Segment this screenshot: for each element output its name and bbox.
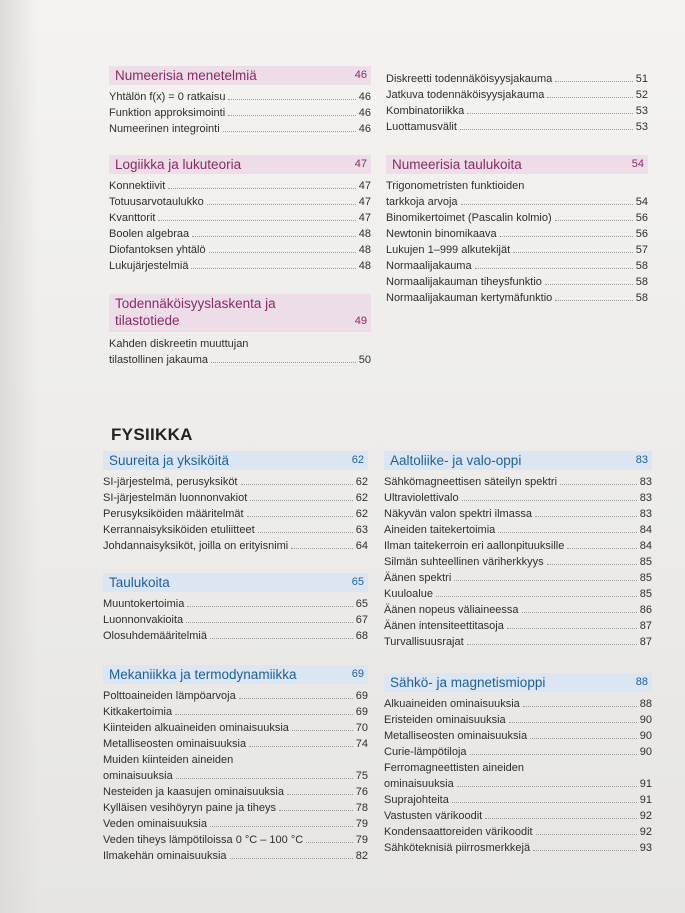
toc-entry-page: 70 (355, 722, 368, 734)
dot-leader (475, 258, 633, 269)
dot-leader (210, 816, 353, 827)
dot-leader (258, 522, 353, 533)
toc-entry[interactable] (386, 87, 648, 103)
section-heading-page: 54 (631, 158, 644, 170)
toc-entry-page: 48 (358, 228, 371, 240)
toc-entry-label: Sähkömagneettisen säteilyn spektri (384, 476, 558, 488)
toc-entry[interactable] (103, 474, 368, 490)
toc-entry[interactable] (103, 538, 368, 554)
dot-leader (560, 474, 637, 485)
toc-entry-page: 87 (639, 620, 652, 632)
toc-entry-label: Metalliseosten ominaisuuksia (384, 730, 528, 742)
toc-section-aaltoliike-ja-valo-oppi (384, 451, 652, 650)
dot-leader (228, 105, 356, 116)
toc-entry-page: 78 (355, 802, 368, 814)
toc-entry[interactable] (109, 242, 371, 258)
section-heading-title: Mekaniikka ja termodynamiikka (109, 667, 297, 682)
section-heading[interactable] (103, 573, 368, 592)
toc-entry-label: Kerrannaisyksiköiden etuliitteet (103, 524, 255, 536)
toc-entry-label: Kombinatoriikka (386, 105, 465, 117)
toc-entry[interactable] (386, 226, 648, 242)
dot-leader (555, 290, 632, 301)
toc-entry[interactable] (109, 178, 371, 194)
toc-entry-label: tilastollinen jakauma (109, 354, 209, 366)
dot-leader (211, 352, 356, 363)
dot-leader (460, 119, 633, 130)
toc-entry-label: Alkuaineiden ominaisuuksia (384, 698, 520, 710)
toc-entry-page: 88 (639, 698, 652, 710)
toc-entry-page: 91 (639, 778, 652, 790)
toc-entry[interactable] (103, 596, 368, 612)
toc-entry-label: Turvallisuusrajat (384, 636, 464, 648)
toc-entry-label: Sähköteknisiä piirrosmerkkejä (384, 842, 531, 854)
toc-entry[interactable] (384, 586, 652, 602)
dot-leader (555, 71, 632, 82)
toc-entry-page: 83 (639, 508, 652, 520)
toc-entry[interactable] (109, 105, 371, 121)
toc-entry[interactable] (103, 704, 368, 720)
toc-entry-page: 92 (639, 810, 652, 822)
toc-entry-label: Lukujen 1–999 alkutekijät (386, 244, 511, 256)
physics-heading: FYSIIKKA (111, 425, 193, 444)
toc-entry-page: 85 (639, 556, 652, 568)
section-heading-title: Numeerisia menetelmiä (115, 68, 257, 83)
section-heading-title-line2: tilastotiede (115, 313, 180, 328)
dot-leader (457, 776, 637, 787)
dot-leader (522, 602, 637, 613)
toc-entry[interactable] (109, 89, 371, 105)
toc-entry[interactable] (109, 336, 371, 352)
toc-entry[interactable] (109, 258, 371, 274)
dot-leader (175, 704, 353, 715)
toc-entry[interactable] (384, 538, 652, 554)
toc-entry[interactable] (103, 628, 368, 644)
dot-leader (239, 688, 353, 699)
dot-leader (462, 490, 637, 501)
toc-entry-page: 54 (635, 196, 648, 208)
toc-entry[interactable] (384, 792, 652, 808)
toc-entry-page: 50 (358, 354, 371, 366)
toc-entry-page: 83 (639, 492, 652, 504)
toc-entry[interactable] (386, 194, 648, 210)
toc-entry-page: 53 (635, 105, 648, 117)
toc-entry[interactable] (384, 490, 652, 506)
toc-entry-page: 58 (635, 292, 648, 304)
toc-entry-page: 46 (358, 91, 371, 103)
section-heading-title: Suureita ja yksiköitä (109, 453, 230, 468)
dot-leader (523, 696, 637, 707)
toc-entry[interactable] (109, 121, 371, 137)
dot-leader (292, 720, 353, 731)
dot-leader (287, 784, 353, 795)
toc-entry-label: Ilman taitekerroin eri aallonpituuksille (384, 540, 565, 552)
toc-entry[interactable] (386, 178, 648, 194)
toc-entry[interactable] (384, 696, 652, 712)
toc-entry[interactable] (384, 776, 652, 792)
toc-section-sahko-ja-magnetismioppi (384, 673, 652, 856)
section-heading[interactable] (109, 155, 371, 174)
dot-leader (454, 570, 636, 581)
toc-entry-page: 58 (635, 276, 648, 288)
dot-leader (513, 242, 633, 253)
toc-entry-label: Veden ominaisuuksia (103, 818, 207, 830)
toc-entry-page: 76 (355, 786, 368, 798)
toc-entry-label: Kylläisen vesihöyryn paine ja tiheys (103, 802, 277, 814)
toc-entry-label: Veden tiheys lämpötiloissa 0 °C – 100 °C (103, 834, 304, 846)
dot-leader (535, 506, 637, 517)
toc-entry[interactable] (103, 506, 368, 522)
toc-entry[interactable] (384, 808, 652, 824)
toc-entry[interactable] (384, 554, 652, 570)
section-heading-page: 83 (635, 454, 648, 466)
dot-leader (210, 628, 353, 639)
toc-entry-label: tarkkoja arvoja (386, 196, 458, 208)
toc-entry-page: 83 (639, 476, 652, 488)
toc-entry-label: Kuuloalue (384, 588, 433, 600)
dot-leader (530, 728, 637, 739)
toc-entry[interactable] (384, 634, 652, 650)
toc-entry-label: Suprajohteita (384, 794, 449, 806)
dot-leader (547, 87, 632, 98)
toc-entry[interactable] (109, 226, 371, 242)
toc-entry-page: 87 (639, 636, 652, 648)
dot-leader (230, 848, 353, 859)
dot-leader (507, 618, 637, 629)
section-heading[interactable] (109, 66, 371, 85)
toc-section-todennakoisyyslaskenta (109, 294, 371, 368)
toc-entry[interactable] (109, 352, 371, 368)
toc-entry-label: Polttoaineiden lämpöarvoja (103, 690, 236, 702)
section-heading[interactable] (384, 673, 652, 692)
toc-entry[interactable] (386, 242, 648, 258)
toc-entry-label: Kahden diskreetin muuttujan (109, 338, 249, 350)
toc-entry[interactable] (384, 824, 652, 840)
section-heading-title: Sähkö- ja magnetismioppi (390, 675, 546, 690)
toc-entry-label: Diskreetti todennäköisyysjakauma (386, 73, 553, 85)
toc-entry-label: Perusyksiköiden määritelmät (103, 508, 244, 520)
toc-entry[interactable] (386, 119, 648, 135)
toc-entry-page: 90 (639, 730, 652, 742)
dot-leader (191, 258, 355, 269)
toc-entry-page: 85 (639, 572, 652, 584)
toc-entry-label: Totuusarvotaulukko (109, 196, 204, 208)
toc-entry-label: Ferromagneettisten aineiden (384, 762, 525, 774)
dot-leader (467, 103, 632, 114)
toc-entry-page: 46 (358, 107, 371, 119)
toc-entry[interactable] (103, 688, 368, 704)
toc-entry[interactable] (384, 602, 652, 618)
dot-leader (187, 596, 352, 607)
toc-entry-page: 92 (639, 826, 652, 838)
toc-entry-label: Vastusten värikoodit (384, 810, 483, 822)
toc-entry-page: 48 (358, 244, 371, 256)
toc-entry-label: Yhtälön f(x) = 0 ratkaisu (109, 91, 226, 103)
toc-entry-label: Kitkakertoimia (103, 706, 173, 718)
toc-entry-page: 46 (358, 123, 371, 135)
toc-entry[interactable] (103, 832, 368, 848)
toc-entry-label: Johdannaisyksiköt, joilla on erityisnimi (103, 540, 289, 552)
dot-leader (158, 210, 355, 221)
toc-entry-label: Normaalijakauma (386, 260, 472, 272)
toc-entry-label: Näkyvän valon spektri ilmassa (384, 508, 532, 520)
toc-entry[interactable] (386, 210, 648, 226)
toc-entry-label: Äänen nopeus väliaineessa (384, 604, 519, 616)
toc-entry[interactable] (103, 768, 368, 784)
toc-entry-page: 53 (635, 121, 648, 133)
section-heading-title: Taulukoita (109, 575, 170, 590)
toc-entry-page: 67 (355, 614, 368, 626)
dot-leader (461, 194, 633, 205)
dot-leader (223, 121, 356, 132)
toc-entry-label: SI-järjestelmä, perusyksiköt (103, 476, 238, 488)
toc-entry[interactable] (103, 736, 368, 752)
toc-entry[interactable] (384, 522, 652, 538)
section-heading[interactable] (103, 665, 368, 684)
section-heading-page: 62 (351, 454, 364, 466)
dot-leader (279, 800, 353, 811)
section-heading-page: 88 (635, 676, 648, 688)
toc-entry-page: 85 (639, 588, 652, 600)
toc-entry-page: 56 (635, 228, 648, 240)
dot-leader (291, 538, 353, 549)
toc-entry-page: 51 (635, 73, 648, 85)
toc-entry[interactable] (103, 522, 368, 538)
toc-entry-label: Diofantoksen yhtälö (109, 244, 206, 256)
dot-leader (567, 538, 636, 549)
toc-entry[interactable] (384, 506, 652, 522)
toc-entry-page: 57 (635, 244, 648, 256)
section-heading-page: 49 (354, 315, 367, 327)
toc-entry[interactable] (384, 840, 652, 856)
section-heading-page: 46 (354, 69, 367, 81)
dot-leader (536, 824, 637, 835)
toc-entry-label: Lukujärjestelmiä (109, 260, 189, 272)
dot-leader (545, 274, 633, 285)
dot-leader (168, 178, 355, 189)
dot-leader (436, 586, 637, 597)
toc-section-suureita-ja-yksikoita (103, 451, 368, 554)
section-heading-page: 65 (351, 576, 364, 588)
toc-entry[interactable] (103, 848, 368, 864)
toc-entry-label: Luottamusvälit (386, 121, 457, 133)
toc-entry-page: 64 (355, 540, 368, 552)
toc-entry-label: Jatkuva todennäköisyysjakauma (386, 89, 545, 101)
toc-entry[interactable] (386, 274, 648, 290)
toc-entry-label: Ultraviolettivalo (384, 492, 459, 504)
section-heading-title: Aaltoliike- ja valo-oppi (390, 453, 522, 468)
toc-entry[interactable] (384, 618, 652, 634)
toc-entry-page: 74 (355, 738, 368, 750)
dot-leader (500, 226, 633, 237)
dot-leader (207, 194, 356, 205)
toc-entry[interactable] (384, 712, 652, 728)
section-heading[interactable] (103, 451, 368, 470)
section-heading[interactable] (384, 451, 652, 470)
toc-entry[interactable] (384, 474, 652, 490)
toc-entry[interactable] (103, 816, 368, 832)
toc-entry-label: Äänen spektri (384, 572, 452, 584)
toc-entry-page: 84 (639, 540, 652, 552)
toc-entry[interactable] (384, 728, 652, 744)
toc-entry[interactable] (109, 194, 371, 210)
toc-entry-page: 47 (358, 180, 371, 192)
toc-entry-label: Muiden kiinteiden aineiden (103, 754, 234, 766)
toc-entry-page: 69 (355, 706, 368, 718)
toc-entry-page: 65 (355, 598, 368, 610)
dot-leader (228, 89, 355, 100)
toc-entry-page: 93 (639, 842, 652, 854)
section-heading[interactable] (109, 294, 371, 332)
toc-entry-label: Normaalijakauman kertymäfunktio (386, 292, 553, 304)
dot-leader (249, 736, 353, 747)
toc-entry-label: Newtonin binomikaava (386, 228, 497, 240)
toc-entry-page: 52 (635, 89, 648, 101)
dot-leader (306, 832, 353, 843)
toc-entry[interactable] (103, 720, 368, 736)
page-edge-shadow (0, 0, 38, 913)
toc-entry[interactable] (103, 800, 368, 816)
toc-entry-page: 56 (635, 212, 648, 224)
toc-entry-page: 62 (355, 476, 368, 488)
toc-section-jakaumat-jatko (386, 71, 648, 135)
toc-entry[interactable] (103, 784, 368, 800)
toc-section-logiikka-ja-lukuteoria (109, 155, 371, 274)
toc-entry-page: 79 (355, 834, 368, 846)
toc-section-numeerisia-menetelmia (109, 66, 371, 137)
toc-entry[interactable] (103, 752, 368, 768)
toc-entry-label: Normaalijakauman tiheysfunktio (386, 276, 542, 288)
dot-leader (533, 840, 637, 851)
toc-entry-label: Metalliseosten ominaisuuksia (103, 738, 247, 750)
toc-entry[interactable] (384, 760, 652, 776)
toc-entry-label: Numeerinen integrointi (109, 123, 220, 135)
toc-entry-label: Silmän suhteellinen väriherkkyys (384, 556, 544, 568)
toc-entry-label: ominaisuuksia (384, 778, 454, 790)
toc-entry[interactable] (384, 744, 652, 760)
toc-entry-label: Olosuhdemääritelmiä (103, 630, 207, 642)
section-heading[interactable] (386, 155, 648, 174)
toc-entry-label: Kvanttorit (109, 212, 156, 224)
toc-entry-label: Äänen intensiteettitasoja (384, 620, 504, 632)
toc-entry-label: Kondensaattoreiden värikoodit (384, 826, 533, 838)
toc-entry-label: Kiinteiden alkuaineiden ominaisuuksia (103, 722, 289, 734)
toc-entry-page: 63 (355, 524, 368, 536)
toc-entry-label: Nesteiden ja kaasujen ominaisuuksia (103, 786, 284, 798)
toc-entry-page: 90 (639, 714, 652, 726)
toc-entry[interactable] (103, 490, 368, 506)
toc-entry-page: 62 (355, 508, 368, 520)
toc-entry-page: 48 (358, 260, 371, 272)
toc-entry-page: 69 (355, 690, 368, 702)
section-heading-title: Numeerisia taulukoita (392, 157, 522, 172)
toc-entry-page: 62 (355, 492, 368, 504)
dot-leader (176, 768, 353, 779)
dot-leader (452, 792, 637, 803)
toc-entry-label: Muuntokertoimia (103, 598, 185, 610)
toc-entry-label: Trigonometristen funktioiden (386, 180, 525, 192)
toc-entry-label: Konnektiivit (109, 180, 166, 192)
toc-entry[interactable] (386, 71, 648, 87)
toc-entry-page: 75 (355, 770, 368, 782)
dot-leader (555, 210, 633, 221)
toc-entry-page: 90 (639, 746, 652, 758)
toc-entry-label: Curie-lämpötiloja (384, 746, 467, 758)
toc-entry-label: Eristeiden ominaisuuksia (384, 714, 506, 726)
dot-leader (250, 490, 352, 501)
dot-leader (192, 226, 356, 237)
dot-leader (547, 554, 637, 565)
toc-entry[interactable] (384, 570, 652, 586)
toc-entry-label: Ilmakehän ominaisuuksia (103, 850, 227, 862)
dot-leader (247, 506, 353, 517)
toc-entry-label: Funktion approksimointi (109, 107, 226, 119)
toc-entry-page: 47 (358, 212, 371, 224)
toc-section-taulukoita (103, 573, 368, 644)
toc-entry[interactable] (103, 612, 368, 628)
section-heading-page: 47 (354, 158, 367, 170)
dot-leader (467, 634, 637, 645)
toc-entry-page: 91 (639, 794, 652, 806)
dot-leader (498, 522, 636, 533)
toc-entry[interactable] (386, 258, 648, 274)
dot-leader (186, 612, 353, 623)
toc-entry-page: 79 (355, 818, 368, 830)
toc-entry-page: 68 (355, 630, 368, 642)
toc-entry-page: 58 (635, 260, 648, 272)
toc-entry[interactable] (386, 290, 648, 306)
toc-entry-page: 82 (355, 850, 368, 862)
toc-entry-label: SI-järjestelmän luonnonvakiot (103, 492, 248, 504)
toc-entry-page: 84 (639, 524, 652, 536)
toc-entry-label: Binomikertoimet (Pascalin kolmio) (386, 212, 552, 224)
toc-entry-page: 47 (358, 196, 371, 208)
toc-entry-label: ominaisuuksia (103, 770, 173, 782)
toc-entry[interactable] (386, 103, 648, 119)
toc-entry[interactable] (109, 210, 371, 226)
toc-entry-label: Aineiden taitekertoimia (384, 524, 496, 536)
toc-section-mekaniikka-ja-termodynamiikka (103, 665, 368, 864)
section-heading-title: Todennäköisyyslaskenta ja (115, 296, 276, 311)
toc-entry-page: 86 (639, 604, 652, 616)
dot-leader (485, 808, 637, 819)
dot-leader (209, 242, 356, 253)
dot-leader (241, 474, 353, 485)
toc-entry-label: Luonnonvakioita (103, 614, 184, 626)
toc-entry-label: Boolen algebraa (109, 228, 190, 240)
section-heading-page: 69 (351, 668, 364, 680)
toc-section-numeerisia-taulukoita (386, 155, 648, 306)
section-heading-title: Logiikka ja lukuteoria (115, 157, 242, 172)
dot-leader (470, 744, 637, 755)
dot-leader (509, 712, 637, 723)
